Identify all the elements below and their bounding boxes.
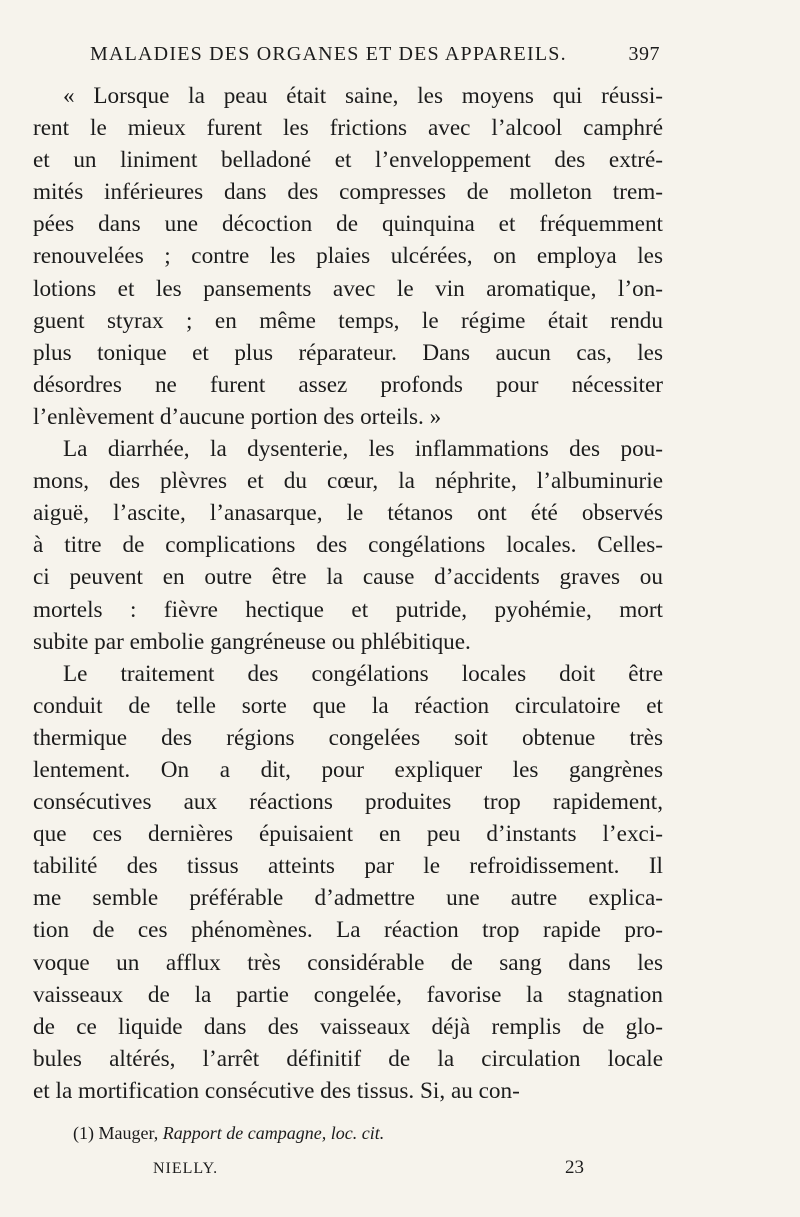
text-line: et la mortification consécutive des tissus. Si, au con- [33,1077,520,1104]
footnote [73,1123,384,1144]
text-line: La diarrhée, la dysenterie, les inflammations des pou- [63,436,663,463]
text-line: aiguë, l’ascite, l’anasarque, le tétanos ont été observés [33,500,663,527]
text-line: mons, des plèvres et du cœur, la néphrite, l’albuminurie [33,468,663,495]
sheet-number: 23 [565,1157,584,1178]
text-line: vaisseaux de la partie congelée, favorise la stagnation [33,981,663,1008]
text-line: plus tonique et plus réparateur. Dans aucun cas, les [33,339,663,366]
text-line: désordres ne furent assez profonds pour nécessiter [33,371,663,398]
text-line: thermique des régions congelées soit obtenue très [33,724,663,751]
text-line: rent le mieux furent les frictions avec l’alcool camphré [33,115,663,142]
text-line: mités inférieures dans des compresses de molleton trem- [33,179,663,206]
text-line: de ce liquide dans des vaisseaux déjà remplis de glo- [33,1013,663,1040]
paragraph [33,80,663,433]
text-line: voque un afflux très considérable de sang dans les [33,949,663,976]
text-line: ci peuvent en outre être la cause d’accidents graves ou [33,564,663,591]
text-line: lotions et les pansements avec le vin aromatique, l’on- [33,275,663,302]
footnote-author: Mauger, [98,1123,159,1143]
text-line: pées dans une décoction de quinquina et fréquemment [33,211,663,238]
text-line: guent styrax ; en même temps, le régime était rendu [33,307,663,334]
paragraph [33,433,663,658]
text-line: conduit de telle sorte que la réaction circulatoire et [33,692,663,719]
signature-mark: NIELLY. [153,1160,219,1177]
running-title: MALADIES DES ORGANES ET DES APPAREILS. [90,43,567,65]
text-line: me semble préférable d’admettre une autre explica- [33,885,663,912]
page-number: 397 [628,43,660,65]
text-line: renouvelées ; contre les plaies ulcérées, on employa les [33,243,663,270]
footnote-marker: (1) [73,1123,94,1143]
text-line: lentement. On a dit, pour expliquer les gangrènes [33,756,663,783]
text-line: et un liniment belladoné et l’enveloppement des extré- [33,147,663,174]
text-line: que ces dernières épuisaient en peu d’instants l’exci- [33,821,663,848]
text-line: mortels : fièvre hectique et putride, pyohémie, mort [33,596,663,623]
text-line: Le traitement des congélations locales doit être [63,660,663,687]
text-line: subite par embolie gangréneuse ou phlébitique. [33,628,471,655]
text-line: consécutives aux réactions produites trop rapidement, [33,789,663,816]
footnote-title: Rapport de campagne, loc. cit. [162,1123,385,1143]
text-line: l’enlèvement d’aucune portion des orteils. » [33,403,442,430]
text-line: « Lorsque la peau était saine, les moyens qui réussi- [63,83,663,109]
body-text [33,80,663,1107]
text-line: tion de ces phénomènes. La réaction trop rapide pro- [33,917,663,944]
text-line: tabilité des tissus atteints par le refroidissement. Il [33,853,663,880]
paragraph [33,658,663,1107]
text-line: bules altérés, l’arrêt définitif de la circulation locale [33,1045,663,1072]
text-line: à titre de complications des congélations locales. Celles- [33,532,663,559]
